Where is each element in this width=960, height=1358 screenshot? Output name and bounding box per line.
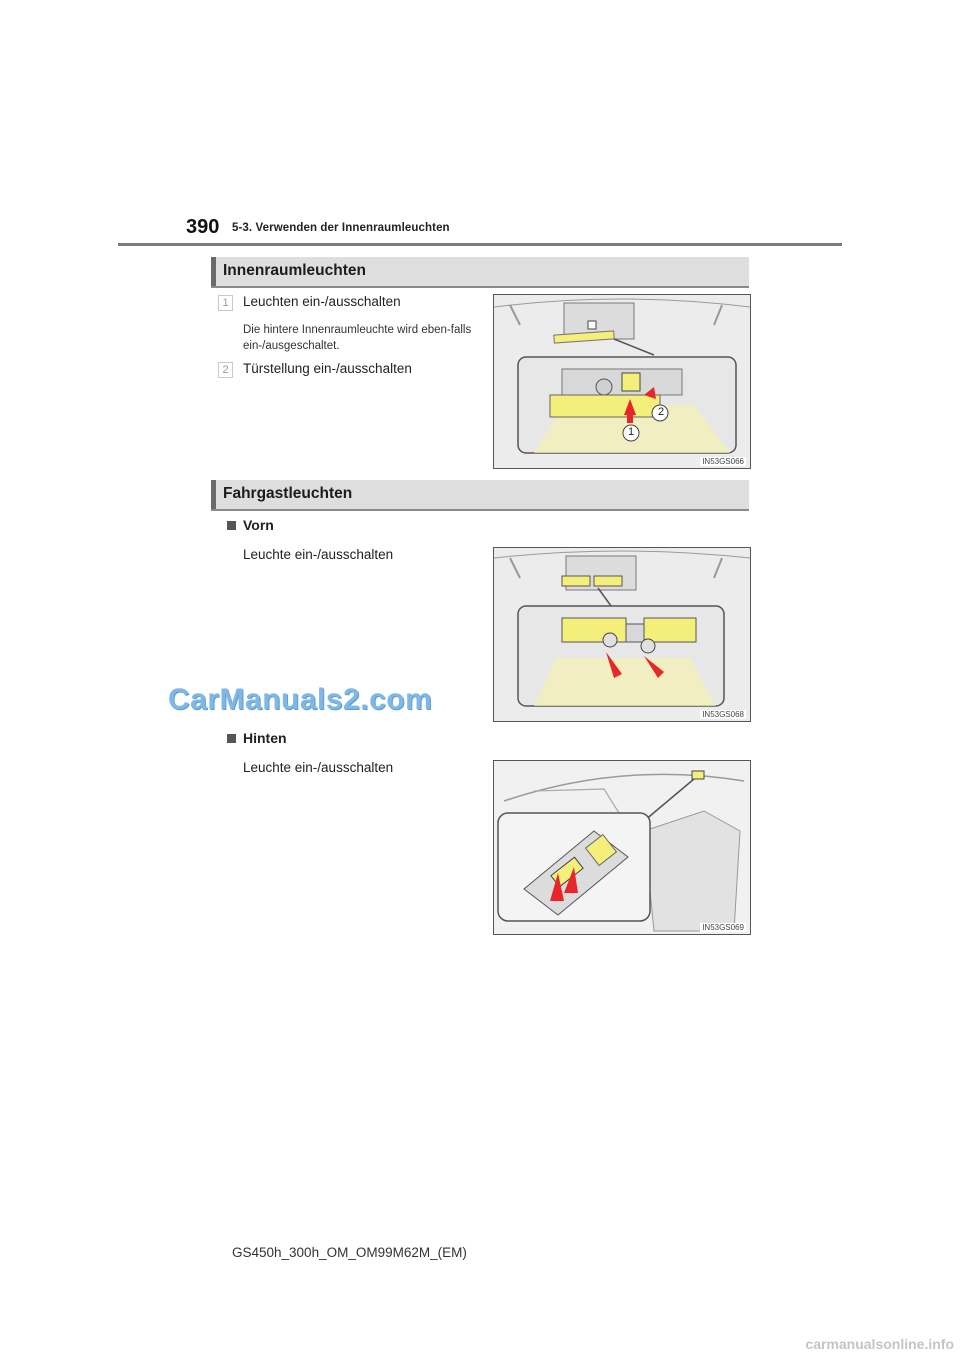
instruction-front: Leuchte ein-/ausschalten	[243, 547, 394, 562]
subheading-vorn: Vorn	[243, 517, 274, 533]
step-note-1: Die hintere Innenraumleuchte wird eben-falls ein-/ausgeschaltet.	[243, 324, 472, 352]
header-divider	[118, 243, 842, 246]
figure-code: IN53GS068	[702, 710, 744, 719]
section-header-accent	[211, 257, 216, 286]
square-bullet-icon	[227, 521, 236, 530]
section-header-accent	[211, 480, 216, 509]
page-number: 390	[186, 216, 220, 238]
section-header-fahrgastleuchten	[211, 480, 749, 511]
figure-front-passenger-lights	[493, 547, 751, 722]
figure-callout-1: 1	[627, 426, 635, 438]
section-title: Innenraumleuchten	[223, 262, 366, 279]
square-bullet-icon	[227, 734, 236, 743]
rear-cabin-illustration	[494, 761, 750, 934]
section-header-innenraumleuchten	[211, 257, 749, 288]
footer-site-watermark: carmanualsonline.info	[805, 1336, 954, 1352]
section-reference: 5-3. Verwenden der Innenraumleuchten	[232, 222, 450, 234]
watermark-logo: CarManuals2.com	[168, 683, 433, 716]
overhead-console-illustration	[494, 295, 750, 468]
step-number-1: 1	[218, 295, 233, 311]
subheading-hinten: Hinten	[243, 730, 287, 746]
front-console-illustration	[494, 548, 750, 721]
figure-code: IN53GS066	[702, 457, 744, 466]
figure-interior-light-switches	[493, 294, 751, 469]
step-text-1: Leuchten ein-/ausschalten	[243, 294, 401, 309]
instruction-rear: Leuchte ein-/ausschalten	[243, 760, 394, 775]
footer-model-code: GS450h_300h_OM_OM99M62M_(EM)	[232, 1245, 467, 1260]
figure-code: IN53GS069	[702, 923, 744, 932]
figure-rear-passenger-lights	[493, 760, 751, 935]
step-number-2: 2	[218, 362, 233, 378]
section-title: Fahrgastleuchten	[223, 485, 353, 502]
step-text-2: Türstellung ein-/ausschalten	[243, 361, 412, 376]
figure-callout-2: 2	[657, 406, 665, 418]
